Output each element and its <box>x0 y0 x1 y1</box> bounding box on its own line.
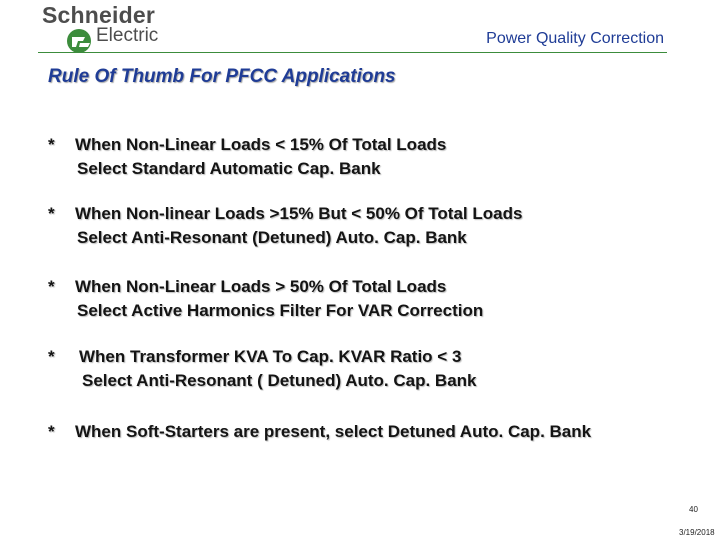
bullet-line-1: When Transformer KVA To Cap. KVAR Ratio < 3 <box>79 347 462 366</box>
bullet-line-1: When Non-Linear Loads < 15% Of Total Loads <box>75 135 447 154</box>
section-label: Power Quality Correction <box>486 30 664 47</box>
bullet-line-1: When Non-linear Loads >15% But < 50% Of Total Loads <box>75 204 523 223</box>
bullet-marker: * <box>48 135 55 154</box>
bullet-marker: * <box>48 204 55 223</box>
bullet-marker: * <box>48 422 55 441</box>
bullet-line-1: When Soft-Starters are present, select Detuned Auto. Cap. Bank <box>75 422 592 441</box>
schneider-electric-logo <box>40 2 180 54</box>
logo-mark-icon <box>66 28 96 54</box>
bullet-line-1: When Non-Linear Loads > 50% Of Total Loads <box>75 277 447 296</box>
bullet-marker: * <box>48 347 55 366</box>
bullet-line-2: Select Active Harmonics Filter For VAR Correction <box>77 301 484 320</box>
logo-wordmark: Schneider <box>42 2 156 28</box>
logo-subtitle: Electric <box>96 25 159 46</box>
page-number: 40 <box>689 505 698 514</box>
bullet-line-2: Select Anti-Resonant (Detuned) Auto. Cap. Bank <box>77 228 467 247</box>
bullet-line-2: Select Anti-Resonant ( Detuned) Auto. Cap. Bank <box>82 371 477 390</box>
footer-date: 3/19/2018 <box>679 528 715 537</box>
header-divider <box>38 52 667 53</box>
bullet-line-2: Select Standard Automatic Cap. Bank <box>77 159 381 178</box>
slide-title: Rule Of Thumb For PFCC Applications <box>48 66 396 87</box>
bullet-marker: * <box>48 277 55 296</box>
